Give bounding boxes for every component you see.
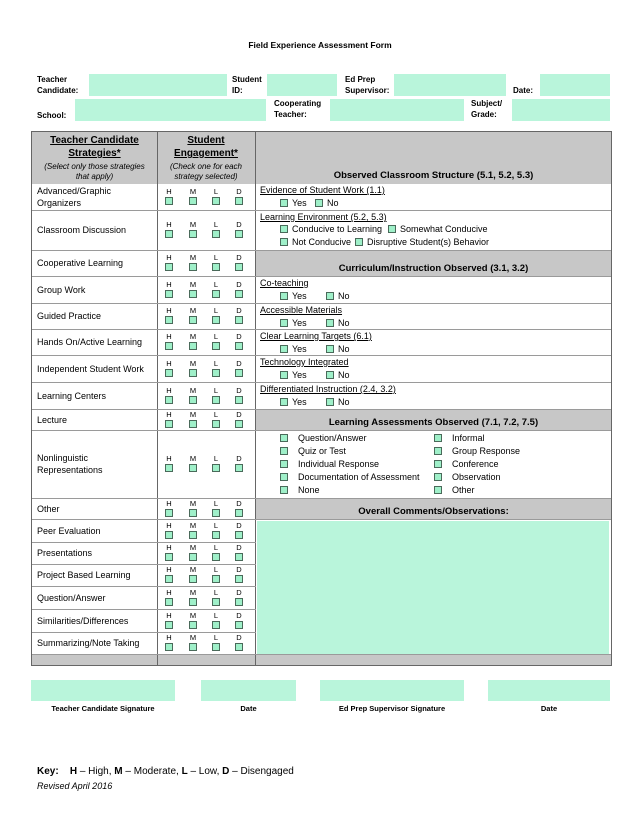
engagement-checkbox[interactable] [189, 643, 197, 651]
engagement-letter: L [213, 253, 219, 262]
engagement-checkbox[interactable] [212, 230, 220, 238]
engagement-checkbox[interactable] [212, 509, 220, 517]
engagement-rating [160, 332, 252, 352]
checkbox-icon [280, 460, 288, 468]
row-divider [32, 654, 611, 655]
overall-comments-field[interactable] [257, 521, 609, 654]
differentiated-yes-option[interactable]: Yes [280, 397, 307, 408]
engagement-checkbox[interactable] [165, 263, 173, 271]
engagement-checkbox[interactable] [235, 509, 243, 517]
engagement-checkbox[interactable] [235, 396, 243, 404]
engagement-letter: M [189, 454, 197, 463]
candidate-date-field[interactable] [201, 680, 296, 701]
date-label: Date: [513, 86, 534, 95]
engagement-letter: L [213, 498, 219, 508]
engagement-letter: D [236, 633, 242, 642]
engagement-checkbox[interactable] [212, 396, 220, 404]
engagement-letter: L [213, 358, 219, 368]
school-field[interactable] [75, 99, 266, 121]
engagement-checkbox[interactable] [165, 342, 173, 350]
engagement-rating [160, 454, 252, 474]
strategy-label: Nonlinguistic Representations [37, 453, 103, 475]
assessment-option[interactable]: None [280, 485, 320, 496]
engagement-letter: L [213, 409, 219, 419]
classroom-structure-heading: Observed Classroom Structure (5.1, 5.2, 5.3) [333, 170, 534, 181]
engagement-checkbox[interactable] [189, 531, 197, 539]
strategy-label: Group Work [37, 284, 86, 295]
supervisor-signature-label: Ed Prep Supervisor Signature [338, 704, 446, 713]
checkbox-icon [280, 292, 288, 300]
engagement-letter: D [236, 187, 242, 196]
engagement-checkbox[interactable] [165, 464, 173, 472]
checkbox-icon [280, 238, 288, 246]
engagement-letter: D [236, 454, 242, 463]
engagement-checkbox[interactable] [212, 420, 220, 428]
form-title: Field Experience Assessment Form [248, 40, 392, 50]
checkbox-icon [434, 473, 442, 481]
engagement-letter: D [236, 220, 242, 229]
assessment-option[interactable]: Informal [434, 433, 485, 444]
strategy-label: Similarities/Differences [37, 615, 129, 626]
engagement-rating [160, 588, 252, 608]
engagement-checkbox[interactable] [235, 598, 243, 606]
engagement-key: Key: H – High, M – Moderate, L – Low, D – Disengaged [37, 766, 294, 777]
strategy-label: Advanced/Graphic Organizers [37, 186, 112, 208]
engagement-letter: D [236, 587, 242, 597]
supervisor-date-label: Date [540, 704, 558, 713]
engagement-letter: M [189, 498, 197, 508]
engagement-checkbox[interactable] [189, 316, 197, 324]
engagement-letter: H [166, 385, 172, 395]
engagement-checkbox[interactable] [165, 553, 173, 561]
checkbox-icon [280, 225, 288, 233]
engagement-checkbox[interactable] [212, 643, 220, 651]
engagement-checkbox[interactable] [189, 420, 197, 428]
engagement-checkbox[interactable] [212, 553, 220, 561]
env-conducive-option[interactable]: Conducive to Learning [280, 224, 382, 235]
engagement-checkbox[interactable] [235, 420, 243, 428]
differentiated-no-option[interactable]: No [326, 397, 350, 408]
engagement-rating [160, 633, 252, 653]
engagement-checkbox[interactable] [189, 553, 197, 561]
engagement-checkbox[interactable] [165, 598, 173, 606]
engagement-letter: H [166, 633, 172, 642]
strategy-label: Classroom Discussion [37, 225, 127, 235]
checkbox-icon [326, 292, 334, 300]
engagement-checkbox[interactable] [189, 621, 197, 629]
engagement-letter: L [213, 565, 219, 574]
engagement-letter: M [189, 587, 197, 597]
engagement-letter: H [166, 498, 172, 508]
engagement-letter: D [236, 306, 242, 315]
engagement-letter: D [236, 385, 242, 395]
supervisor-date-field[interactable] [488, 680, 610, 701]
assessment-option[interactable]: Conference [434, 459, 499, 470]
engagement-checkbox[interactable] [212, 290, 220, 298]
engagement-checkbox[interactable] [189, 464, 197, 472]
checkbox-icon [434, 434, 442, 442]
engagement-letter: L [213, 220, 219, 229]
engagement-letter: L [213, 454, 219, 463]
student-id-field[interactable] [267, 74, 337, 96]
engagement-letter: L [213, 520, 219, 530]
engagement-checkbox[interactable] [212, 197, 220, 205]
strategies-column-note: (Select only those strategies that apply) [44, 162, 145, 181]
engagement-checkbox[interactable] [189, 290, 197, 298]
assessments-heading: Learning Assessments Observed (7.1, 7.2, 7.5) [328, 417, 539, 428]
targets-yes-option[interactable]: Yes [280, 344, 307, 355]
engagement-letter: M [189, 409, 197, 419]
engagement-letter: H [166, 253, 172, 262]
engagement-letter: H [166, 520, 172, 530]
engagement-letter: D [236, 253, 242, 262]
engagement-letter: M [189, 385, 197, 395]
checkbox-icon [434, 486, 442, 494]
engagement-letter: L [213, 610, 219, 620]
engagement-rating [160, 611, 252, 631]
ed-prep-supervisor-label: Ed Prep Supervisor: [345, 75, 390, 95]
engagement-letter: H [166, 610, 172, 620]
engagement-column-title: Student Engagement* [174, 135, 238, 159]
engagement-letter: D [236, 332, 242, 341]
differentiated-instruction: Differentiated Instruction (2.4, 3.2) [260, 384, 396, 394]
assessment-option[interactable]: Group Response [434, 446, 520, 457]
engagement-checkbox[interactable] [235, 643, 243, 651]
engagement-checkbox[interactable] [165, 531, 173, 539]
targets-no-option[interactable]: No [326, 344, 350, 355]
engagement-rating [160, 565, 252, 585]
checkbox-icon [326, 371, 334, 379]
engagement-checkbox[interactable] [189, 342, 197, 350]
strategy-label: Other [37, 503, 60, 514]
engagement-checkbox[interactable] [189, 197, 197, 205]
engagement-rating [160, 543, 252, 563]
engagement-letter: H [166, 587, 172, 597]
teacher-candidate-field[interactable] [89, 74, 227, 96]
cooperating-teacher-label: Cooperating Teacher: [274, 99, 322, 119]
engagement-checkbox[interactable] [189, 263, 197, 271]
assessment-option[interactable]: Other [434, 485, 475, 496]
technology-integrated: Technology Integrated [260, 357, 349, 367]
engagement-checkbox[interactable] [165, 230, 173, 238]
accessible-materials: Accessible Materials [260, 305, 343, 315]
checkbox-icon [388, 225, 396, 233]
engagement-rating [160, 187, 252, 207]
checkbox-icon [280, 345, 288, 353]
env-somewhat-option[interactable]: Somewhat Conducive [388, 224, 488, 235]
engagement-checkbox[interactable] [165, 290, 173, 298]
engagement-checkbox[interactable] [189, 509, 197, 517]
engagement-rating [160, 521, 252, 541]
engagement-letter: M [189, 253, 197, 262]
assessment-option[interactable]: Quiz or Test [280, 446, 346, 457]
strategy-label: Hands On/Active Learning [37, 337, 143, 347]
engagement-checkbox[interactable] [212, 342, 220, 350]
engagement-letter: H [166, 332, 172, 341]
engagement-rating [160, 386, 252, 406]
engagement-checkbox[interactable] [212, 598, 220, 606]
engagement-checkbox[interactable] [165, 621, 173, 629]
engagement-checkbox[interactable] [235, 290, 243, 298]
engagement-checkbox[interactable] [165, 316, 173, 324]
engagement-checkbox[interactable] [212, 369, 220, 377]
assessment-option[interactable]: Documentation of Assessment [280, 472, 420, 483]
candidate-date-label: Date [240, 704, 257, 713]
checkbox-icon [280, 398, 288, 406]
engagement-letter: D [236, 543, 242, 552]
checkbox-icon [434, 447, 442, 455]
technology-yes-option[interactable]: Yes [280, 370, 307, 381]
engagement-letter: H [166, 409, 172, 419]
engagement-checkbox[interactable] [212, 621, 220, 629]
engagement-column-note: (Check one for each strategy selected) [169, 162, 243, 181]
engagement-checkbox[interactable] [189, 369, 197, 377]
engagement-letter: M [189, 610, 197, 620]
engagement-letter: H [166, 543, 172, 552]
engagement-checkbox[interactable] [235, 197, 243, 205]
engagement-rating [160, 410, 252, 430]
checkbox-icon [280, 199, 288, 207]
comments-heading: Overall Comments/Observations: [358, 506, 509, 517]
assessment-option[interactable]: Observation [434, 472, 501, 483]
engagement-letter: M [189, 332, 197, 341]
checkbox-icon [280, 434, 288, 442]
engagement-rating [160, 253, 252, 273]
checkbox-icon [280, 486, 288, 494]
engagement-checkbox[interactable] [235, 342, 243, 350]
evidence-of-student-work: Evidence of Student Work (1.1) [260, 185, 385, 195]
strategy-label: Question/Answer [37, 592, 106, 603]
engagement-rating [160, 306, 252, 326]
checkbox-icon [355, 238, 363, 246]
engagement-checkbox[interactable] [165, 420, 173, 428]
engagement-checkbox[interactable] [212, 531, 220, 539]
engagement-checkbox[interactable] [235, 230, 243, 238]
co-teaching-yes-option[interactable]: Yes [280, 291, 307, 302]
subject-grade-label: Subject/ Grade: [471, 99, 503, 119]
engagement-checkbox[interactable] [235, 316, 243, 324]
engagement-letter: M [189, 543, 197, 552]
engagement-letter: M [189, 279, 197, 289]
learning-environment: Learning Environment (5.2, 5.3) [260, 212, 387, 222]
co-teaching: Co-teaching [260, 278, 309, 288]
materials-yes-option[interactable]: Yes [280, 318, 307, 329]
evidence-yes-option[interactable]: Yes [280, 198, 307, 209]
engagement-letter: H [166, 454, 172, 463]
checkbox-icon [315, 199, 323, 207]
evidence-no-option[interactable]: No [315, 198, 339, 209]
engagement-rating [160, 499, 252, 519]
engagement-checkbox[interactable] [212, 316, 220, 324]
checkbox-icon [280, 371, 288, 379]
technology-no-option[interactable]: No [326, 370, 350, 381]
engagement-checkbox[interactable] [212, 464, 220, 472]
checkbox-icon [326, 398, 334, 406]
engagement-checkbox[interactable] [235, 531, 243, 539]
engagement-checkbox[interactable] [235, 621, 243, 629]
engagement-checkbox[interactable] [235, 575, 243, 583]
strategy-label: Peer Evaluation [37, 525, 101, 536]
strategy-label: Guided Practice [37, 311, 102, 321]
strategy-label: Learning Centers [37, 390, 107, 401]
engagement-letter: L [213, 633, 219, 642]
teacher-candidate-signature-field[interactable] [31, 680, 175, 701]
engagement-letter: M [189, 187, 197, 196]
engagement-letter: M [189, 220, 197, 229]
engagement-letter: D [236, 358, 242, 368]
strategy-label: Presentations [37, 548, 93, 558]
engagement-letter: L [213, 543, 219, 552]
engagement-letter: L [213, 385, 219, 395]
engagement-checkbox[interactable] [189, 230, 197, 238]
env-not-conducive-option[interactable]: Not Conducive [280, 237, 351, 248]
assessment-option[interactable]: Question/Answer [280, 433, 367, 444]
checkbox-icon [326, 319, 334, 327]
engagement-letter: L [213, 306, 219, 315]
engagement-checkbox[interactable] [235, 553, 243, 561]
strategy-label: Project Based Learning [37, 570, 131, 580]
engagement-letter: M [189, 358, 197, 368]
teacher-candidate-signature-label: Teacher Candidate Signature [51, 704, 155, 713]
strategies-column-title: Teacher Candidate Strategies* [50, 135, 139, 159]
engagement-rating [160, 359, 252, 379]
engagement-letter: D [236, 565, 242, 574]
engagement-checkbox[interactable] [189, 575, 197, 583]
clear-learning-targets: Clear Learning Targets (6.1) [260, 331, 372, 341]
engagement-letter: L [213, 279, 219, 289]
engagement-checkbox[interactable] [165, 643, 173, 651]
engagement-checkbox[interactable] [165, 396, 173, 404]
engagement-rating [160, 280, 252, 300]
engagement-checkbox[interactable] [165, 197, 173, 205]
engagement-letter: L [213, 587, 219, 597]
engagement-letter: M [189, 520, 197, 530]
school-label: School: [37, 111, 67, 120]
engagement-letter: H [166, 220, 172, 229]
engagement-letter: L [213, 187, 219, 196]
engagement-checkbox[interactable] [165, 509, 173, 517]
engagement-letter: D [236, 498, 242, 508]
engagement-letter: D [236, 520, 242, 530]
engagement-checkbox[interactable] [235, 464, 243, 472]
strategy-label: Independent Student Work [37, 363, 144, 374]
strategy-label: Cooperative Learning [37, 258, 124, 268]
curriculum-heading: Curriculum/Instruction Observed (3.1, 3.2) [338, 263, 529, 274]
ed-prep-supervisor-field[interactable] [394, 74, 506, 96]
strategy-label: Lecture [37, 414, 68, 425]
supervisor-signature-field[interactable] [320, 680, 464, 701]
engagement-checkbox[interactable] [165, 575, 173, 583]
engagement-letter: H [166, 306, 172, 315]
engagement-letter: L [213, 332, 219, 341]
materials-no-option[interactable]: No [326, 318, 350, 329]
table-footer-background [32, 654, 611, 665]
engagement-letter: H [166, 565, 172, 574]
revised-date: Revised April 2016 [37, 781, 113, 791]
engagement-checkbox[interactable] [212, 575, 220, 583]
checkbox-icon [434, 460, 442, 468]
engagement-checkbox[interactable] [189, 396, 197, 404]
engagement-letter: M [189, 306, 197, 315]
checkbox-icon [280, 473, 288, 481]
engagement-checkbox[interactable] [165, 369, 173, 377]
subject-grade-field[interactable] [512, 99, 610, 121]
engagement-checkbox[interactable] [235, 263, 243, 271]
teacher-candidate-label: Teacher Candidate: [37, 75, 79, 95]
engagement-checkbox[interactable] [189, 598, 197, 606]
engagement-letter: H [166, 187, 172, 196]
engagement-letter: D [236, 610, 242, 620]
engagement-letter: D [236, 409, 242, 419]
checkbox-icon [280, 319, 288, 327]
assessment-option[interactable]: Individual Response [280, 459, 379, 470]
engagement-letter: M [189, 633, 197, 642]
engagement-letter: D [236, 279, 242, 289]
cooperating-teacher-field[interactable] [330, 99, 464, 121]
engagement-letter: H [166, 279, 172, 289]
engagement-rating [160, 220, 252, 240]
engagement-checkbox[interactable] [235, 369, 243, 377]
checkbox-icon [280, 447, 288, 455]
co-teaching-no-option[interactable]: No [326, 291, 350, 302]
date-field[interactable] [540, 74, 610, 96]
env-disruptive-option[interactable]: Disruptive Student(s) Behavior [355, 237, 489, 248]
student-id-label: Student ID: [232, 75, 262, 95]
engagement-checkbox[interactable] [212, 263, 220, 271]
strategy-label: Summarizing/Note Taking [37, 638, 140, 648]
engagement-letter: H [166, 358, 172, 368]
checkbox-icon [326, 345, 334, 353]
engagement-letter: M [189, 565, 197, 574]
